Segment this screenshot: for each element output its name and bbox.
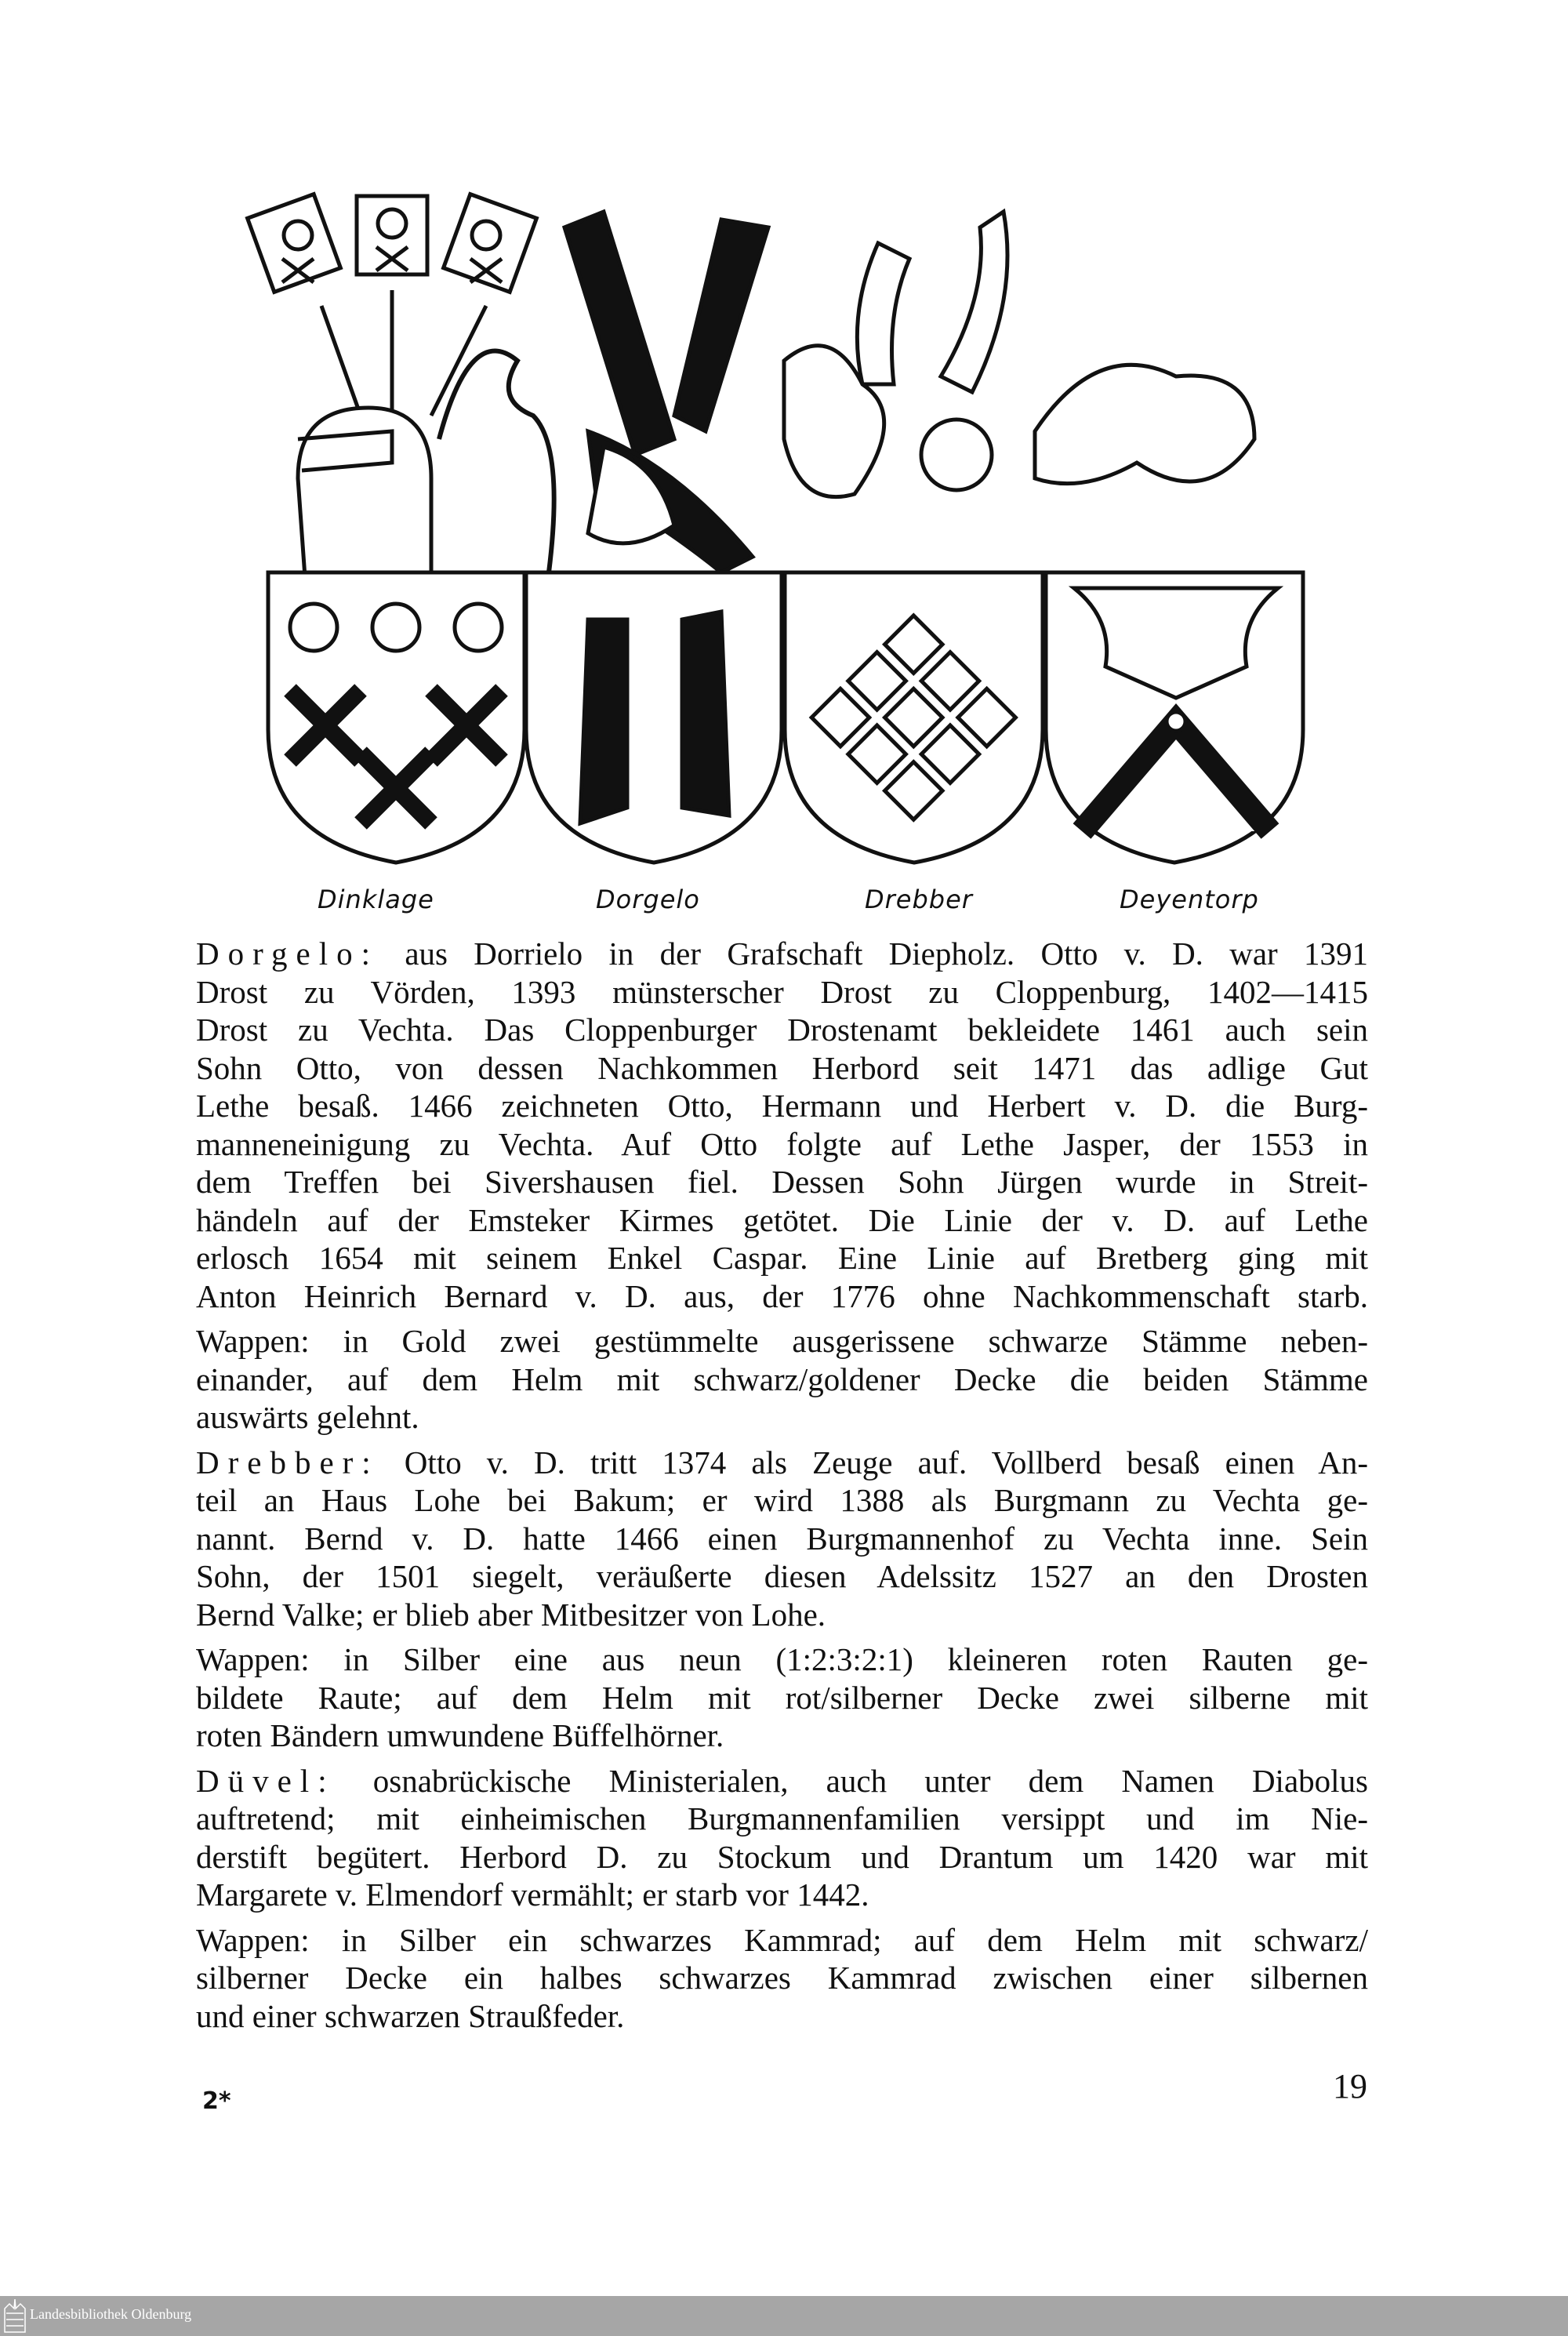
line-text: dem Treffen bei Sivershausen fiel. Dessen Sohn Jürgen wurde in Streit- (196, 1164, 1368, 1200)
text-line (196, 1596, 1368, 1634)
line-text: Anton Heinrich Bernard v. D. aus, der 1776 ohne Nachkommenschaft starb. (196, 1277, 1368, 1314)
line-text: und einer schwarzen Straußfeder. (196, 1997, 625, 2034)
text-line (196, 1520, 1368, 1558)
line-text: silberner Decke ein halbes schwarzes Kammrad zwischen einer silbernen (196, 1960, 1368, 1996)
line-text: Sohn, der 1501 siegelt, veräußerte diesen Adelssitz 1527 an den Drosten (196, 1558, 1368, 1594)
line-text: roten Bändern umwundene Büffelhörner. (196, 1717, 724, 1753)
text-line (196, 1239, 1368, 1277)
shield-dinklage (268, 572, 524, 863)
text-line (196, 1997, 1368, 2036)
text-line (196, 973, 1368, 1012)
line-text: derstift begütert. Herbord D. zu Stockum und Drantum um 1420 war mit (196, 1838, 1368, 1875)
text-line (196, 1959, 1368, 1997)
text-line (196, 1163, 1368, 1201)
line-text: osnabrückische Ministerialen, auch unter dem Namen Diabolus (335, 1762, 1368, 1799)
line-text: auswärts gelehnt. (196, 1399, 419, 1435)
line-text: Sohn Otto, von dessen Nachkommen Herbord seit 1471 das adlige Gut (196, 1049, 1368, 1086)
line-text: erlosch 1654 mit seinem Enkel Caspar. Eine Linie auf Bretberg ging mit (196, 1240, 1368, 1276)
line-text: Bernd Valke; er blieb aber Mitbesitzer von Lohe. (196, 1596, 826, 1633)
entry-heading: Drebber: (196, 1444, 379, 1480)
entry-heading: Düvel: (196, 1762, 336, 1799)
text-line (196, 1640, 1368, 1679)
line-text: händeln auf der Emsteker Kirmes getötet. Die Linie der v. D. auf Lethe (196, 1201, 1368, 1238)
shield-deyentorp (1046, 572, 1303, 863)
paragraph (196, 1322, 1368, 1437)
text-line (196, 1762, 1368, 1800)
text-line (196, 1361, 1368, 1399)
line-text: Margarete v. Elmendorf vermählt; er starb vor 1442. (196, 1876, 869, 1913)
line-text: nannt. Bernd v. D. hatte 1466 einen Burgmannenhof zu Vechta inne. Sein (196, 1520, 1368, 1557)
line-text: Otto v. D. tritt 1374 als Zeuge auf. Vollberd besaß einen An- (379, 1444, 1368, 1480)
text-line (196, 1398, 1368, 1437)
text-line (196, 1717, 1368, 1755)
text-line (196, 1838, 1368, 1876)
coats-of-arms-illustration (235, 180, 1333, 870)
caption-dorgelo: Dorgelo (596, 885, 700, 914)
line-text: Wappen: in Gold zwei gestümmelte ausgerissene schwarze Stämme neben- (196, 1323, 1368, 1359)
line-text: Wappen: in Silber ein schwarzes Kammrad; auf dem Helm mit schwarz/ (196, 1921, 1368, 1958)
line-text: einander, auf dem Helm mit schwarz/goldener Decke die beiden Stämme (196, 1361, 1368, 1397)
text-line (196, 1444, 1368, 1482)
text-line (196, 1049, 1368, 1088)
caption-drebber: Drebber (865, 885, 973, 914)
body-text (196, 935, 1368, 2042)
line-text: Lethe besaß. 1466 zeichneten Otto, Hermann und Herbert v. D. die Burg- (196, 1088, 1368, 1124)
entry-heading: Dorgelo: (196, 935, 379, 972)
text-line (196, 1557, 1368, 1596)
text-line (196, 1876, 1368, 1914)
text-line (196, 935, 1368, 973)
text-line (196, 1125, 1368, 1164)
text-line (196, 1921, 1368, 1960)
paragraph (196, 1762, 1368, 1914)
line-text: Wappen: in Silber eine aus neun (1:2:3:2:1) kleineren roten Rauten ge- (196, 1641, 1368, 1677)
shield-drebber (785, 572, 1043, 863)
text-line (196, 1800, 1368, 1838)
paragraph (196, 935, 1368, 1315)
paragraph (196, 1921, 1368, 2036)
dinklage-crest-banners (248, 194, 537, 416)
caption-deyentorp: Deyentorp (1120, 885, 1259, 914)
text-line (196, 1011, 1368, 1049)
library-name: Landesbibliothek Oldenburg (30, 2306, 192, 2322)
line-text: auftretend; mit einheimischen Burgmannenfamilien versippt und im Nie- (196, 1800, 1368, 1836)
paragraph (196, 1444, 1368, 1634)
line-text: bildete Raute; auf dem Helm mit rot/silberner Decke zwei silberne mit (196, 1679, 1368, 1716)
text-line (196, 1087, 1368, 1125)
line-text: teil an Haus Lohe bei Bakum; er wird 1388 als Burgmann zu Vechta ge- (196, 1482, 1368, 1518)
page-number: 19 (1333, 2067, 1367, 2105)
text-line (196, 1277, 1368, 1316)
caption-dinklage: Dinklage (318, 885, 434, 914)
signature-mark: 2* (202, 2087, 231, 2115)
shield-dorgelo (526, 572, 782, 863)
text-line (196, 1201, 1368, 1240)
line-text: manneneinigung zu Vechta. Auf Otto folgte auf Lethe Jasper, der 1553 in (196, 1125, 1368, 1162)
line-text: aus Dorrielo in der Grafschaft Diepholz. Otto v. D. war 1391 (379, 935, 1368, 972)
drebber-crest-horns (784, 212, 1254, 497)
library-building-icon (3, 2298, 27, 2334)
paragraph (196, 1640, 1368, 1755)
text-line (196, 1481, 1368, 1520)
text-line (196, 1679, 1368, 1717)
dorgelo-helmet (588, 447, 674, 543)
line-text: Drost zu Vörden, 1393 münsterscher Drost zu Cloppenburg, 1402—1415 (196, 973, 1368, 1010)
footer-bar (0, 2296, 1568, 2336)
text-line (196, 1322, 1368, 1361)
line-text: Drost zu Vechta. Das Cloppenburger Drostenamt bekleidete 1461 auch sein (196, 1012, 1368, 1048)
